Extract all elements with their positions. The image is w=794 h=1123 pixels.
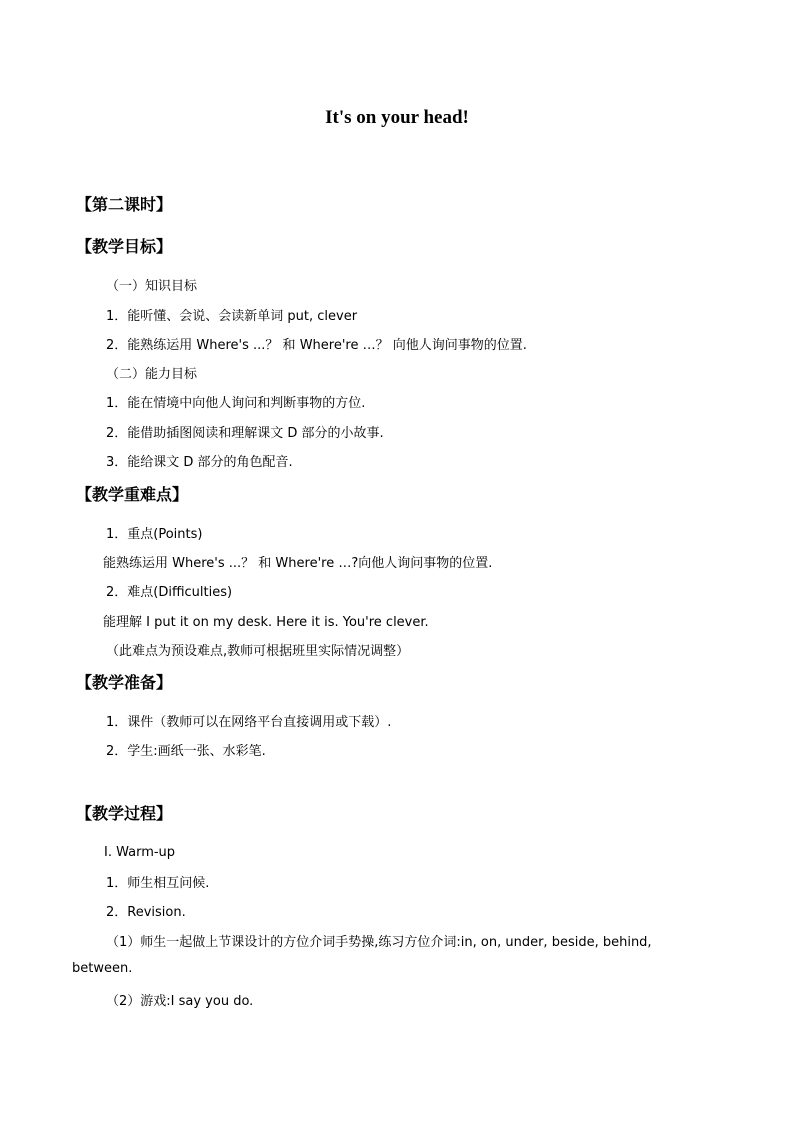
ability-goal-item: 2．能借助插图阅读和理解课文 D 部分的小故事.	[106, 426, 384, 441]
preparation-heading: 【教学准备】	[76, 673, 173, 692]
process-line: （2）游戏:I say you do.	[106, 994, 254, 1009]
process-line: between.	[72, 961, 133, 976]
process-heading: 【教学过程】	[76, 804, 173, 823]
knowledge-goal-title: （一）知识目标	[106, 279, 198, 294]
key-points-line: 能理解 I put it on my desk. Here it is. You're clever.	[103, 615, 429, 630]
key-points-line: 1．重点(Points)	[106, 527, 203, 542]
ability-goal-item: 1．能在情境中向他人询问和判断事物的方位.	[106, 396, 366, 411]
key-points-line: 能熟练运用 Where's ...？ 和 Where're …?向他人询问事物的位置.	[103, 556, 493, 571]
ability-goal-title: （二）能力目标	[106, 367, 198, 382]
objectives-heading: 【教学目标】	[76, 237, 173, 256]
knowledge-goal-item: 1．能听懂、会说、会读新单词 put, clever	[106, 309, 358, 324]
process-line: 2．Revision.	[106, 905, 186, 920]
process-line: （1）师生一起做上节课设计的方位介词手势操,练习方位介词:in, on, under, beside, behind,	[106, 935, 652, 950]
key-points-heading: 【教学重难点】	[76, 485, 189, 504]
knowledge-goal-item: 2．能熟练运用 Where's ...？ 和 Where're …？ 向他人询问事物的位置.	[106, 338, 527, 353]
process-line: 1．师生相互问候.	[106, 876, 210, 891]
lesson-label: 【第二课时】	[76, 195, 173, 214]
key-points-line: 2．难点(Difficulties)	[106, 585, 233, 600]
preparation-line: 2．学生:画纸一张、水彩笔.	[106, 744, 266, 759]
document-title: It's on your head!	[325, 107, 469, 128]
process-line: I. Warm-up	[104, 845, 176, 860]
key-points-note: （此难点为预设难点,教师可根据班里实际情况调整）	[106, 644, 410, 659]
preparation-line: 1．课件（教师可以在网络平台直接调用或下载）.	[106, 715, 392, 730]
ability-goal-item: 3．能给课文 D 部分的角色配音.	[106, 455, 293, 470]
